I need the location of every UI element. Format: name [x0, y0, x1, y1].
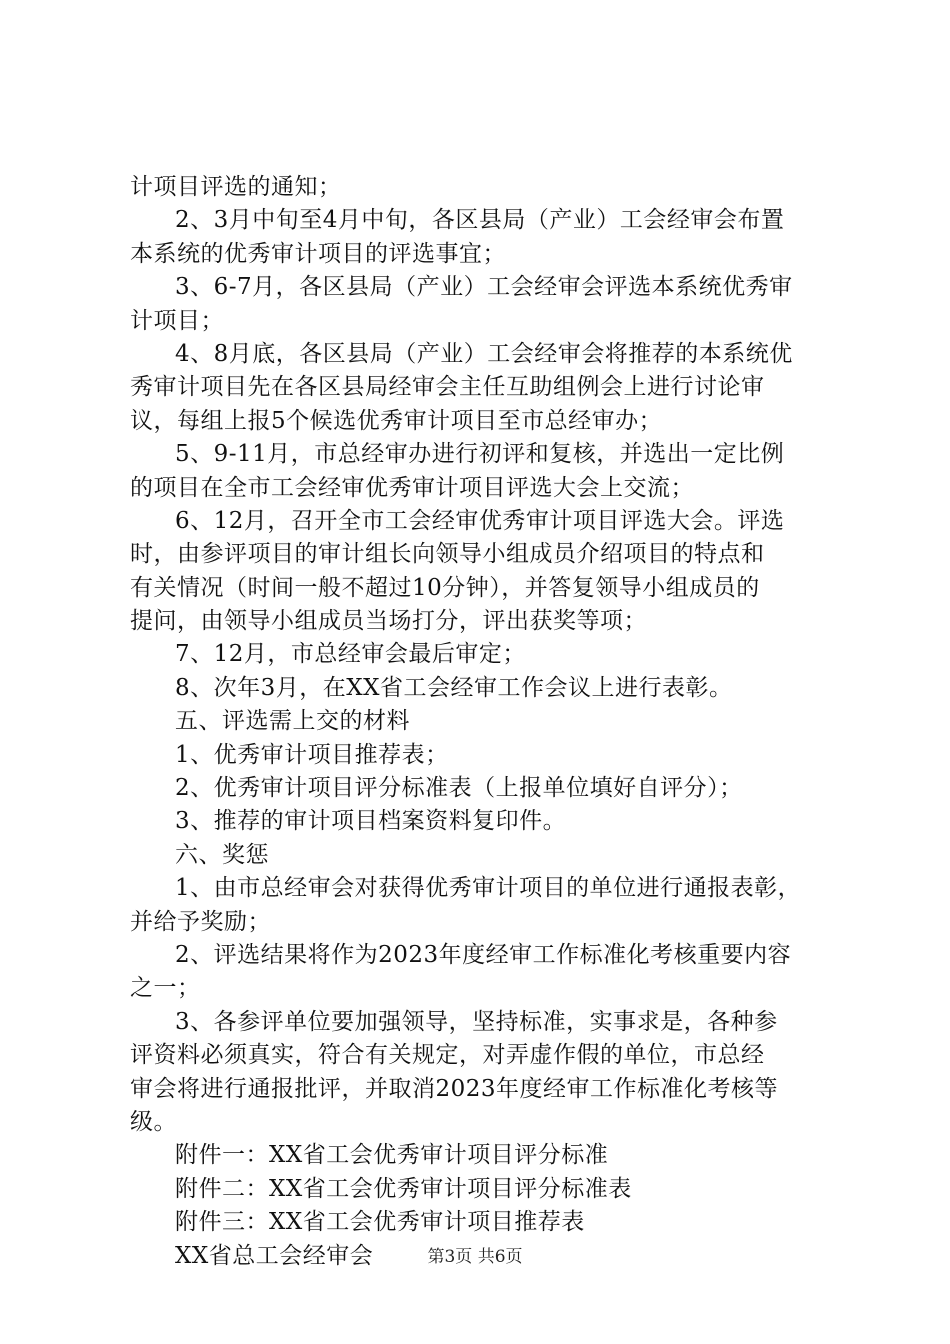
text-line: 计项目； — [130, 307, 224, 334]
text-line: 5、9-11月，市总经审办进行初评和复核，并选出一定比例 — [175, 441, 785, 468]
text-line: 2、优秀审计项目评分标准表（上报单位填好自评分）； — [175, 775, 743, 802]
text-line: 有关情况（时间一般不超过10分钟），并答复领导小组成员的 — [130, 574, 760, 601]
text-line: 1、优秀审计项目推荐表； — [175, 741, 449, 768]
text-line: 附件三：XX省工会优秀审计项目推荐表 — [175, 1209, 585, 1236]
text-line: 2、3月中旬至4月中旬，各区县局（产业）工会经审会布置 — [175, 207, 785, 234]
text-line: 五、评选需上交的材料 — [175, 708, 410, 735]
text-line: 3、各参评单位要加强领导，坚持标准，实事求是，各种参 — [175, 1008, 778, 1035]
document-body — [130, 171, 832, 1273]
text-line: 之一； — [130, 975, 201, 1002]
text-line: 1、由市总经审会对获得优秀审计项目的单位进行通报表彰， — [175, 875, 802, 902]
text-line: 审会将进行通报批评，并取消2023年度经审工作标准化考核等 — [130, 1075, 779, 1102]
text-line: 并给予奖励； — [130, 908, 271, 935]
text-line: 附件二：XX省工会优秀审计项目评分标准表 — [175, 1175, 632, 1202]
text-line: 提问，由领导小组成员当场打分，评出获奖等项； — [130, 608, 647, 635]
text-line: 3、推荐的审计项目档案资料复印件。 — [175, 808, 567, 835]
text-line: 附件一：XX省工会优秀审计项目评分标准 — [175, 1142, 609, 1169]
text-line: 3、6-7月，各区县局（产业）工会经审会评选本系统优秀审 — [175, 274, 793, 301]
text-line: 的项目在全市工会经审优秀审计项目评选大会上交流； — [130, 474, 694, 501]
text-line: 评资料必须真实，符合有关规定，对弄虚作假的单位，市总经 — [130, 1042, 765, 1069]
page-footer: 第3页 共6页 — [427, 1247, 523, 1267]
text-line: 8、次年3月，在XX省工会经审工作会议上进行表彰。 — [175, 674, 733, 701]
text-line: 时，由参评项目的审计组长向领导小组成员介绍项目的特点和 — [130, 541, 765, 568]
text-line: 议，每组上报5个候选优秀审计项目至市总经审办； — [130, 407, 663, 434]
text-line: 六、奖惩 — [175, 841, 269, 868]
text-line: 本系统的优秀审计项目的评选事宜； — [130, 240, 506, 267]
text-line: XX省总工会经审会 — [175, 1242, 374, 1269]
text-line: 计项目评选的通知； — [130, 174, 342, 200]
text-line: 6、12月，召开全市工会经审优秀审计项目评选大会。评选 — [175, 507, 785, 534]
text-line: 秀审计项目先在各区县局经审会主任互助组例会上进行讨论审 — [130, 374, 765, 401]
text-line: 2、评选结果将作为2023年度经审工作标准化考核重要内容 — [175, 941, 792, 968]
text-line: 级。 — [130, 1108, 177, 1135]
text-line: 4、8月底，各区县局（产业）工会经审会将推荐的本系统优 — [175, 340, 793, 367]
text-line: 7、12月，市总经审会最后审定； — [175, 641, 526, 668]
